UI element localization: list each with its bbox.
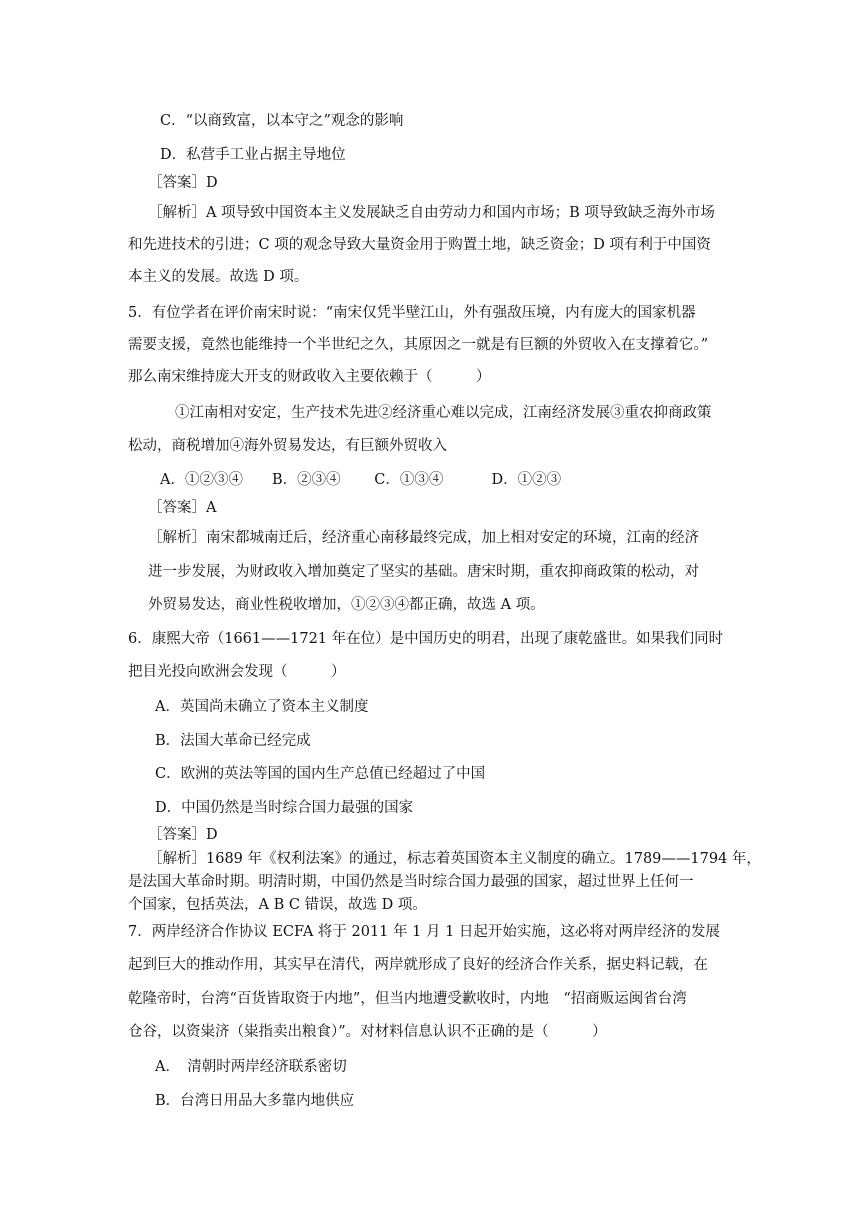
q7-stem-line-1: 7．两岸经济合作协议 ECFA 将于 2011 年 1 月 1 日起开始实施，这必将对两岸经济的发展 (128, 924, 720, 940)
q5-options: A．①②③④ B．②③④ C．①③④ D．①②③ (160, 472, 562, 488)
q4-answer: ［答案］D (148, 175, 218, 191)
q6-option-d: D．中国仍然是当时综合国力最强的国家 (155, 800, 414, 816)
q6-analysis-line-3: 个国家，包括英法，A B C 错误，故选 D 项。 (128, 897, 427, 913)
q6-option-b: B．法国大革命已经完成 (155, 733, 311, 749)
q6-option-c: C．欧洲的英法等国的国内生产总值已经超过了中国 (155, 766, 486, 782)
q5-analysis-line-2: 进一步发展，为财政收入增加奠定了坚实的基础。唐宋时期，重农抑商政策的松动，对 (148, 564, 699, 580)
q5-analysis-line-1: ［解析］南宋都城南迁后，经济重心南移最终完成，加上相对安定的环境，江南的经济 (148, 530, 699, 546)
q7-stem-line-2: 起到巨大的推动作用，其实早在清代，两岸就形成了良好的经济合作关系，据史料记载，在 (128, 957, 708, 973)
q5-stem-line-1: 5．有位学者在评价南宋时说：“南宋仅凭半壁江山，外有强敌压境，内有庞大的国家机器 (128, 305, 696, 321)
q4-analysis-line-1: ［解析］A 项导致中国资本主义发展缺乏自由劳动力和国内市场；B 项导致缺乏海外市场 (148, 205, 715, 221)
q5-stem-line-2: 需要支援，竟然也能维持一个半世纪之久，其原因之一就是有巨额的外贸收入在支撑着它。” (128, 337, 709, 353)
q6-option-a: A．英国尚未确立了资本主义制度 (155, 699, 369, 715)
q7-option-b: B．台湾日用品大多靠内地供应 (155, 1093, 355, 1109)
q4-option-d: D．私营手工业占据主导地位 (160, 147, 346, 163)
q4-analysis-line-2: 和先进技术的引进；C 项的观念导致大量资金用于购置土地，缺乏资金；D 项有利于中国资 (128, 237, 711, 253)
q6-answer: ［答案］D (148, 827, 218, 843)
q5-items-line-2: 松动，商税增加④海外贸易发达，有巨额外贸收入 (128, 438, 447, 454)
q7-option-a: A． 清朝时两岸经济联系密切 (155, 1059, 347, 1075)
q4-analysis-line-3: 本主义的发展。故选 D 项。 (128, 269, 309, 285)
q6-analysis-line-1: ［解析］1689 年《权利法案》的通过，标志着英国资本主义制度的确立。1789——1794 年， (148, 851, 761, 867)
q5-items-line-1: ①江南相对安定，生产技术先进②经济重心难以完成，江南经济发展③重农抑商政策 (175, 405, 712, 421)
q5-answer: ［答案］A (148, 500, 217, 516)
q6-analysis-line-2: 是法国大革命时期。明清时期，中国仍然是当时综合国力最强的国家，超过世界上任何一 (128, 874, 694, 890)
q6-stem-line-1: 6．康熙大帝（1661——1721 年在位）是中国历史的明君，出现了康乾盛世。如果我们同时 (128, 631, 724, 647)
q5-analysis-line-3: 外贸易发达，商业性税收增加，①②③④都正确，故选 A 项。 (148, 597, 545, 613)
q5-stem-line-3: 那么南宋维持庞大开支的财政收入主要依赖于（ ） (128, 369, 491, 385)
q7-stem-line-3: 乾隆帝时，台湾“百货皆取资于内地”，但当内地遭受歉收时，内地 “招商贩运闽省台湾 (128, 991, 687, 1007)
q4-option-c: C．“以商致富，以本守之”观念的影响 (160, 113, 404, 129)
q6-stem-line-2: 把目光投向欧洲会发现（ ） (128, 664, 346, 680)
q7-stem-line-4: 仓谷，以资粜济（粜指卖出粮食）”。对材料信息认识不正确的是（ ） (128, 1024, 607, 1040)
